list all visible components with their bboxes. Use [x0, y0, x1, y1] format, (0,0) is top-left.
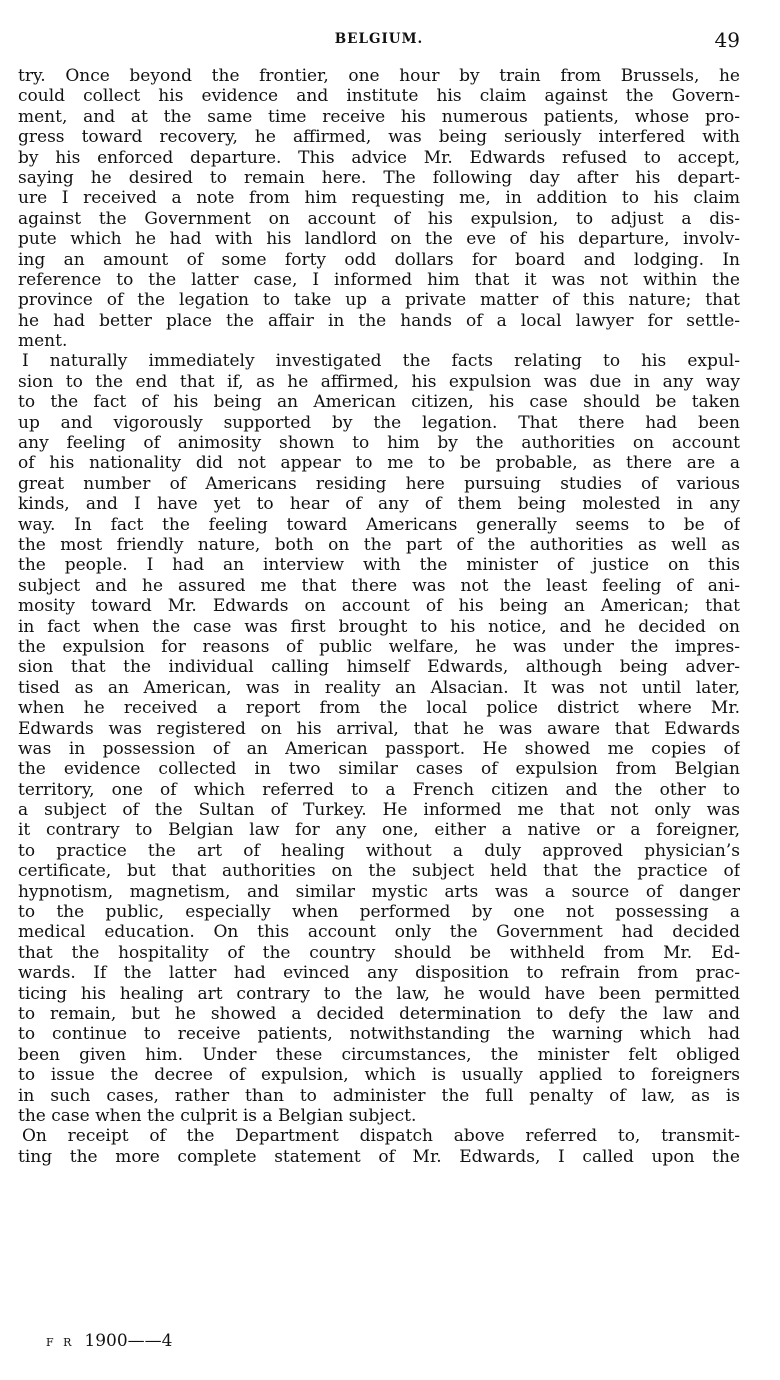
- text-line: a subject of the Sultan of Turkey. He informed me that not only was: [18, 800, 740, 821]
- text-line: against the Government on account of his expulsion, to adjust a dis-: [18, 208, 740, 229]
- body-text: [18, 66, 740, 1167]
- text-line: the evidence collected in two similar cases of expulsion from Belgian: [18, 759, 740, 780]
- text-line: to the fact of his being an American citizen, his case should be taken: [18, 392, 740, 413]
- text-line: province of the legation to take up a private matter of this nature; that: [18, 290, 740, 311]
- text-line: kinds, and I have yet to hear of any of them being molested in any: [18, 494, 740, 515]
- text-line: it contrary to Belgian law for any one, either a native or a foreigner,: [18, 820, 740, 841]
- text-line: reference to the latter case, I informed him that it was not within the: [18, 269, 740, 290]
- text-line: subject and he assured me that there was not the least feeling of ani-: [18, 575, 740, 596]
- text-line: been given him. Under these circumstances, the minister felt obliged: [18, 1044, 740, 1065]
- text-line: saying he desired to remain here. The following day after his depart-: [18, 167, 740, 188]
- text-line: wards. If the latter had evinced any disposition to refrain from prac-: [18, 963, 740, 984]
- text-line: the people. I had an interview with the minister of justice on this: [18, 555, 740, 576]
- text-line: I naturally immediately investigated the facts relating to his expul-: [22, 351, 740, 372]
- text-line: hypnotism, magnetism, and similar mystic arts was a source of danger: [18, 881, 740, 902]
- text-line: ure I received a note from him requesting me, in addition to his claim: [18, 188, 740, 209]
- text-line: by his enforced departure. This advice Mr. Edwards refused to accept,: [18, 147, 740, 168]
- page-number: 49: [714, 28, 740, 52]
- text-line: to continue to receive patients, notwithstanding the warning which had: [18, 1024, 740, 1045]
- text-line: great number of Americans residing here pursuing studies of various: [18, 473, 740, 494]
- running-head: [18, 28, 740, 54]
- signature-mark: F R: [46, 1336, 75, 1349]
- text-line: ment.: [18, 331, 68, 352]
- text-line: sion to the end that if, as he affirmed, his expulsion was due in any way: [18, 371, 740, 392]
- text-line: pute which he had with his landlord on the eve of his departure, involv-: [18, 229, 740, 250]
- text-line: the case when the culprit is a Belgian subject.: [18, 1105, 417, 1126]
- text-line: ment, and at the same time receive his numerous patients, whose pro-: [18, 106, 740, 127]
- text-line: ticing his healing art contrary to the law, he would have been permitted: [18, 983, 740, 1004]
- text-line: ting the more complete statement of Mr. Edwards, I called upon the: [18, 1146, 740, 1167]
- text-line: the most friendly nature, both on the part of the authorities as well as: [18, 534, 740, 555]
- text-line: was in possession of an American passport. He showed me copies of: [18, 738, 740, 759]
- text-line: sion that the individual calling himself Edwards, although being adver-: [18, 657, 740, 678]
- text-line: he had better place the affair in the hands of a local lawyer for settle-: [18, 310, 740, 331]
- text-line: of his nationality did not appear to me to be probable, as there are a: [18, 453, 740, 474]
- text-line: any feeling of animosity shown to him by the authorities on account: [18, 433, 740, 454]
- section-title: BELGIUM.: [334, 31, 424, 47]
- signature-page: 1900——4: [84, 1331, 173, 1351]
- text-line: the expulsion for reasons of public welfare, he was under the impres-: [18, 636, 740, 657]
- text-line: medical education. On this account only the Government had decided: [18, 922, 740, 943]
- text-line: in such cases, rather than to administer the full penalty of law, as is: [18, 1085, 740, 1106]
- signature-footer: [46, 1331, 173, 1351]
- text-line: to issue the decree of expulsion, which is usually applied to foreigners: [18, 1065, 740, 1086]
- text-line: ing an amount of some forty odd dollars for board and lodging. In: [18, 249, 740, 270]
- text-line: when he received a report from the local police district where Mr.: [18, 698, 740, 719]
- text-line: gress toward recovery, he affirmed, was being seriously interfered with: [18, 127, 740, 148]
- text-line: territory, one of which referred to a French citizen and the other to: [18, 779, 740, 800]
- text-line: could collect his evidence and institute his claim against the Govern-: [18, 86, 740, 107]
- text-line: certificate, but that authorities on the subject held that the practice of: [18, 861, 740, 882]
- text-line: to remain, but he showed a decided determination to defy the law and: [18, 1003, 740, 1024]
- text-line: in fact when the case was first brought to his notice, and he decided on: [18, 616, 740, 637]
- text-line: to practice the art of healing without a duly approved physician’s: [18, 840, 740, 861]
- text-line: to the public, especially when performed by one not possessing a: [18, 902, 740, 923]
- text-line: Edwards was registered on his arrival, that he was aware that Edwards: [18, 718, 740, 739]
- text-line: try. Once beyond the frontier, one hour by train from Brussels, he: [18, 66, 740, 86]
- text-line: tised as an American, was in reality an Alsacian. It was not until later,: [18, 677, 740, 698]
- text-line: On receipt of the Department dispatch above referred to, transmit-: [22, 1126, 740, 1147]
- text-line: up and vigorously supported by the legation. That there had been: [18, 412, 740, 433]
- text-line: that the hospitality of the country should be withheld from Mr. Ed-: [18, 942, 740, 963]
- text-line: mosity toward Mr. Edwards on account of his being an American; that: [18, 596, 740, 617]
- text-line: way. In fact the feeling toward Americans generally seems to be of: [18, 514, 740, 535]
